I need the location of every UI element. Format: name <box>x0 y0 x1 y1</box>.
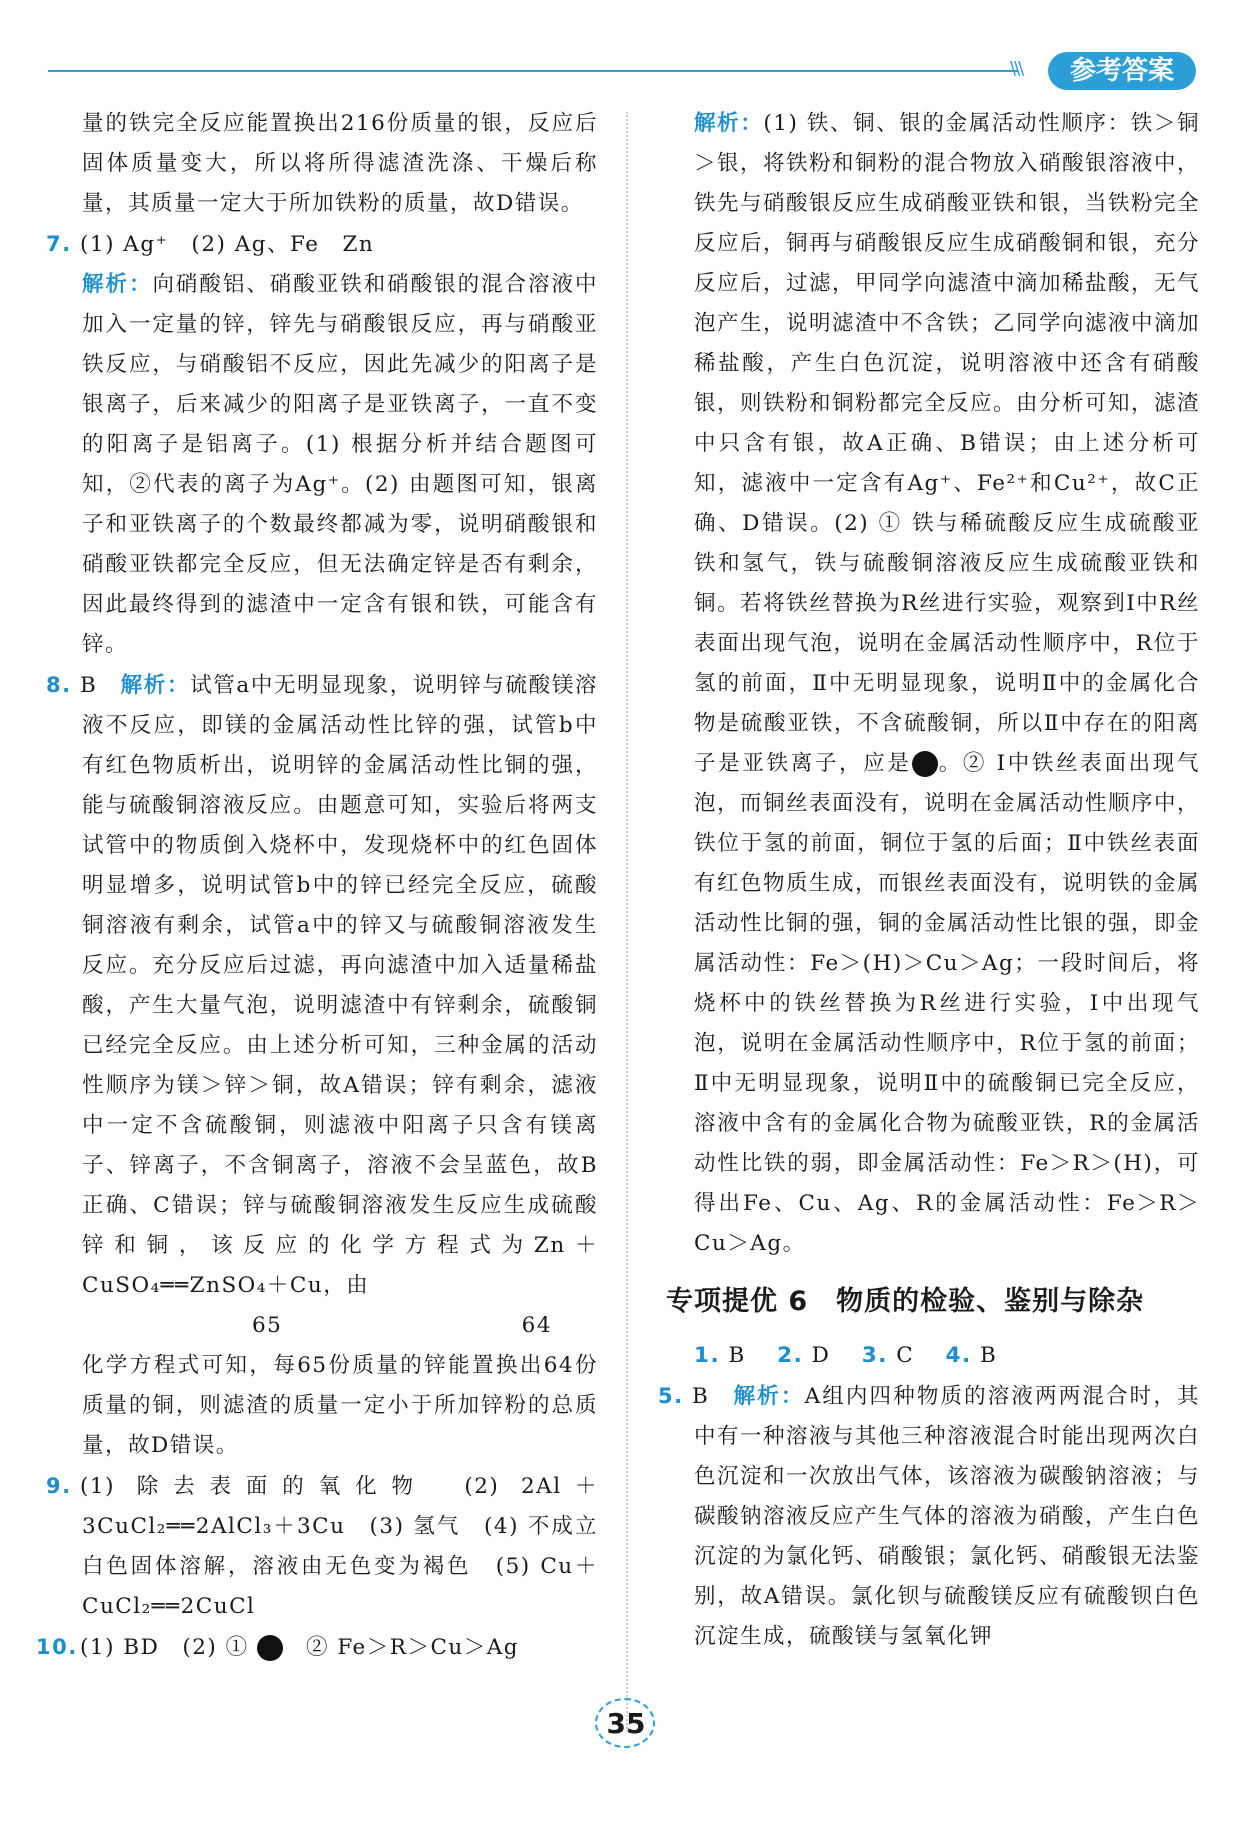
redaction-dot <box>257 1635 283 1661</box>
question-5: 5. B 解析：A组内四种物质的溶液两两混合时，其中有一种溶液与其他三种溶液混合时能出现两次白色沉淀和一次放出气体，该溶液为碳酸钠溶液；与碳酸钠溶液反应产生气体的溶液为硝酸，产生白色沉淀的为氯化钙、硝酸银；氯化钙、硝酸银无法鉴别，故A错误。氯化钡与硫酸镁反应有硫酸钡白色沉淀生成，硫酸镁与氢氧化钾 <box>658 1384 1201 1649</box>
left-column <box>36 104 622 1668</box>
question-7: 7. (1) Ag⁺ (2) Ag、Fe Zn <box>46 232 375 257</box>
page-number: 35 <box>595 1698 657 1750</box>
answers-1-4: 1. B 2. D 3. C 4. B <box>694 1343 998 1368</box>
paragraph: 化学方程式可知，每65份质量的锌能置换出64份质量的铜，则滤渣的质量一定小于所加锌粉的总质量，故D错误。 <box>82 1353 598 1458</box>
answer-key-badge: 参考答案 <box>1048 52 1196 90</box>
paragraph: 量的铁完全反应能置换出216份质量的银，反应后固体质量变大，所以将所得滤渣洗涤、干燥后称量，其质量一定大于所加铁粉的质量，故D错误。 <box>82 111 598 216</box>
section-title: 专项提优 6 物质的检验、鉴别与除杂 <box>666 1286 1145 1317</box>
question-8: 8. B 解析：试管a中无明显现象，说明锌与硫酸镁溶液不反应，即镁的金属活动性比锌的强，试管b中有红色物质析出，说明锌的金属活动性比铜的强，能与硫酸铜溶液反应。由题意可知，实验后将两支试管中的物质倒入烧杯中，发现烧杯中的红色固体明显增多，说明试管b中的锌已经完全反应，硫酸铜溶液有剩余，试管a中的锌又与硫酸铜溶液发生反应。充分反应后过滤，再向滤渣中加入适量稀盐酸，产生大量气泡，说明滤渣中有锌剩余，硫酸铜已经完全反应。由上述分析可知，三种金属的活动性顺序为镁＞锌＞铜，故A错误；锌有剩余，滤液中一定不含硫酸铜，则滤液中阳离子只含有镁离子、锌离子，不含铜离子，溶液不会呈蓝色，故B正确、C错误；锌与硫酸铜溶液发生反应生成硫酸锌和铜，该反应的化学方程式为Zn＋CuSO₄══ZnSO₄＋Cu，由 <box>46 673 598 1298</box>
page-number-ring <box>595 1698 655 1748</box>
column-divider <box>626 112 628 1732</box>
header-ticks: \\\ <box>1010 58 1023 79</box>
question-10: 10. (1) BD (2) ① ② Fe＞R＞Cu＞Ag <box>36 1635 520 1660</box>
analysis-7: 解析：向硝酸铝、硝酸亚铁和硝酸银的混合溶液中加入一定量的锌，锌先与硝酸银反应，再与硝酸亚铁反应，与硝酸铝不反应，因此先减少的阳离子是银离子，后来减少的阳离子是亚铁离子，一直不变的阳离子是铝离子。(1) 根据分析并结合题图可知，②代表的离子为Ag⁺。(2) 由题图可知，银离子和亚铁离子的个数最终都减为零，说明硝酸银和硝酸亚铁都完全反应，但无法确定锌是否有剩余，因此最终得到的滤渣中一定含有银和铁，可能含有锌。 <box>82 272 598 657</box>
header-rule <box>48 70 1018 72</box>
question-9: 9. (1) 除去表面的氧化物 (2) 2Al＋3CuCl₂══2AlCl₃＋3Cu (3) 氢气 (4) 不成立 白色固体溶解，溶液由无色变为褐色 (5) Cu＋CuCl₂══2CuCl <box>46 1474 622 1619</box>
analysis-6: 解析：(1) 铁、铜、银的金属活动性顺序：铁＞铜＞银，将铁粉和铜粉的混合物放入硝酸银溶液中，铁先与硝酸银反应生成硝酸亚铁和银，当铁粉完全反应后，铜再与硝酸银反应生成硝酸铜和银，充分反应后，过滤，甲同学向滤渣中滴加稀盐酸，无气泡产生，说明滤渣中不含铁；乙同学向滤液中滴加稀盐酸，产生白色沉淀，说明溶液中还含有硝酸银，则铁粉和铜粉都完全反应。由分析可知，滤渣中只含有银，故A正确、B错误；由上述分析可知，滤液中一定含有Ag⁺、Fe²⁺和Cu²⁺，故C正确、D错误。(2) ① 铁与稀硫酸反应生成硫酸亚铁和氢气，铁与硫酸铜溶液反应生成硫酸亚铁和铜。若将铁丝替换为R丝进行实验，观察到Ⅰ中R丝表面出现气泡，说明在金属活动性顺序中，R位于氢的前面，Ⅱ中无明显现象，说明Ⅱ中的金属化合物是硫酸亚铁，不含硫酸铜，所以Ⅱ中存在的阳离子是亚铁离子，应是 。② Ⅰ中铁丝表面出现气泡，而铜丝表面没有，说明在金属活动性顺序中，铁位于氢的前面，铜位于氢的后面；Ⅱ中铁丝表面有红色物质生成，而银丝表面没有，说明铁的金属活动性比铜的强，铜的金属活动性比银的强，即金属活动性：Fe＞(H)＞Cu＞Ag；一段时间后，将烧杯中的铁丝替换为R丝进行实验，Ⅰ中出现气泡，说明在金属活动性顺序中，R位于氢的前面；Ⅱ中无明显现象，说明Ⅱ中的硫酸铜已完全反应，溶液中含有的金属化合物为硫酸亚铁，R的金属活动性比铁的弱，即金属活动性：Fe＞R＞(H)，可得出Fe、Cu、Ag、R的金属活动性：Fe＞R＞Cu＞Ag。 <box>694 111 1201 1256</box>
right-column <box>658 104 1201 1657</box>
mass-numbers: 65 64 <box>252 1313 552 1338</box>
redaction-dot <box>912 751 938 777</box>
